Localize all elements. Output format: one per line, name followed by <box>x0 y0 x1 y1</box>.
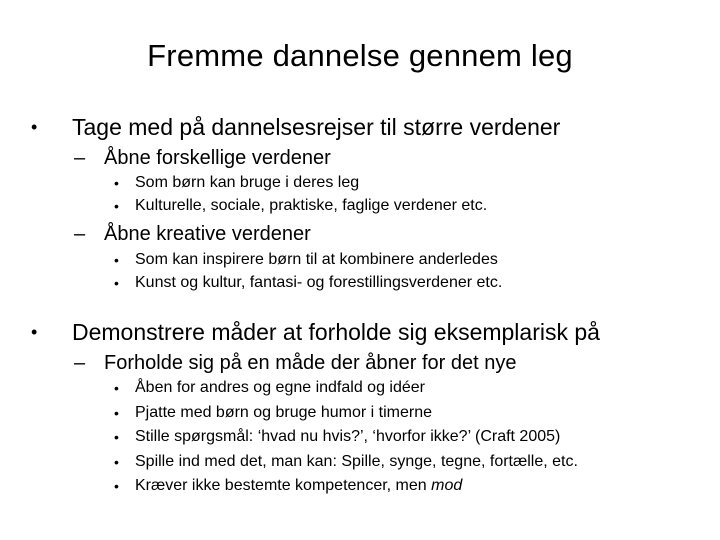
bullet-text-level2: Åbne kreative verdener <box>104 223 311 245</box>
bullet-text-level3: Åben for andres og egne indfald og idéer <box>135 379 425 396</box>
bullet-text-level3: Kræver ikke bestemte kompetencer, men <box>135 477 427 494</box>
bullet-level3: • <box>114 429 119 445</box>
bullet-level3: • <box>114 252 119 268</box>
bullet-level2: – <box>74 352 86 374</box>
emphasis-word: mod <box>431 477 463 494</box>
bullet-text-level3: Stille spørgsmål: ‘hvad nu hvis?’, ‘hvorfor ikke?’ (Craft 2005) <box>135 428 561 445</box>
bullet-level3: • <box>114 478 119 494</box>
bullet-level2: – <box>74 147 86 169</box>
bullet-level3: • <box>114 175 119 191</box>
bullet-text-level3: Som kan inspirere børn til at kombinere anderledes <box>135 251 498 268</box>
bullet-text-level1: Tage med på dannelsesrejser til større verdener <box>72 114 561 140</box>
bullet-text-level3: Kunst og kultur, fantasi- og forestillingsverdener etc. <box>135 274 503 291</box>
bullet-text-level3: Pjatte med børn og bruge humor i timerne <box>135 404 433 421</box>
bullet-text-level3: Som børn kan bruge i deres leg <box>135 174 360 191</box>
bullet-text-level3-emphasis-row <box>135 475 462 497</box>
bullet-level3: • <box>114 275 119 291</box>
bullet-text-level2: Åbne forskellige verdener <box>104 147 331 169</box>
slide-title: Fremme dannelse gennem leg <box>147 38 573 73</box>
bullet-level3: • <box>114 198 119 214</box>
bullet-text-level2: Forholde sig på en måde der åbner for det nye <box>104 352 517 374</box>
bullet-level1: • <box>31 117 38 137</box>
bullet-level3: • <box>114 405 119 421</box>
bullet-level3: • <box>114 380 119 396</box>
bullet-text-level3: Kulturelle, sociale, praktiske, faglige verdener etc. <box>135 197 488 214</box>
bullet-level1: • <box>31 322 38 342</box>
bullet-level3: • <box>114 454 119 470</box>
bullet-level2: – <box>74 223 86 245</box>
bullet-text-level1: Demonstrere måder at forholde sig eksemplarisk på <box>72 319 600 345</box>
bullet-text-level3: Spille ind med det, man kan: Spille, synge, tegne, fortælle, etc. <box>135 453 578 470</box>
